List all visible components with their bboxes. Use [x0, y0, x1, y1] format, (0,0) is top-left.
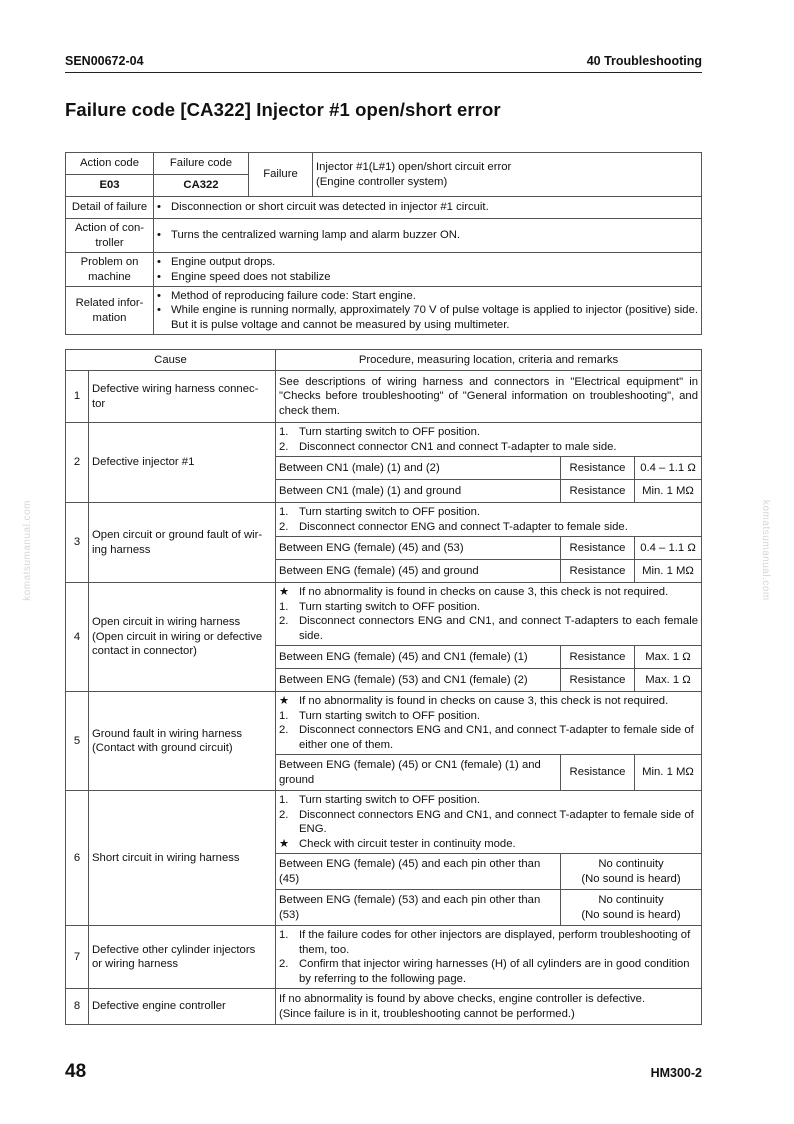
check-value: 0.4 – 1.1 Ω [635, 457, 702, 480]
check-value: Min. 1 MΩ [635, 480, 702, 503]
procedure-steps: ★ If no abnormality is found in checks on cause 3, this check is not required. 1. Turn starting switch to OFF position. 2. Disconnect connectors ENG and CN1, and connect T-adapters to each female side. [276, 583, 702, 646]
procedure-text: See descriptions of wiring harness and connectors in "Electrical equipment" in "Checks before troubleshooting" of "General information on troubleshooting", and check them. [276, 371, 702, 423]
cause-name: Short circuit in wiring harness [89, 791, 276, 926]
cause-row [66, 423, 702, 457]
cause-number: 7 [66, 926, 89, 989]
failure-description [313, 153, 702, 197]
related-info-content: • Method of reproducing failure code: Start engine. • While engine is running normally, approximately 70 V of pulse voltage is applied to injector (positive) side. But it is pulse voltage and cannot be measured by using multimeter. [154, 287, 702, 335]
procedure-text: If no abnormality is found by above checks, engine controller is defective. (Since failure is in it, troubleshooting cannot be performed.) [276, 989, 702, 1025]
procedure-steps: ★ If no abnormality is found in checks on cause 3, this check is not required. 1. Turn starting switch to OFF position. 2. Disconnect connectors ENG and CN1, and connect T-adapter to female side of either one of them. [276, 692, 702, 755]
check-location: Between CN1 (male) (1) and (2) [276, 457, 561, 480]
cause-name: Defective wiring harness connec- tor [89, 371, 276, 423]
cause-name: Ground fault in wiring harness (Contact with ground circuit) [89, 692, 276, 791]
detail-label: Detail of failure [66, 197, 154, 219]
detail-content: • Disconnection or short circuit was detected in injector #1 circuit. [154, 197, 702, 219]
check-location: Between ENG (female) (53) and each pin other than (53) [276, 890, 561, 926]
cause-number: 5 [66, 692, 89, 791]
check-value: Max. 1 Ω [635, 646, 702, 669]
check-value: Min. 1 MΩ [635, 560, 702, 583]
check-item: Resistance [561, 537, 635, 560]
watermark-left: komatsumanual.com [22, 500, 33, 601]
failure-line: Injector #1(L#1) open/short circuit error [316, 161, 512, 173]
check-location: Between ENG (female) (45) and (53) [276, 537, 561, 560]
cause-number: 8 [66, 989, 89, 1025]
problem-content: • Engine output drops. • Engine speed does not stabilize [154, 253, 702, 287]
check-item: Resistance [561, 646, 635, 669]
check-location: Between ENG (female) (45) and ground [276, 560, 561, 583]
action-code-label: Action code [66, 153, 154, 175]
cause-row [66, 371, 702, 423]
page-number: 48 [65, 1061, 87, 1082]
check-item: Resistance [561, 457, 635, 480]
cause-number: 3 [66, 503, 89, 583]
cause-name: Defective engine controller [89, 989, 276, 1025]
page-title: Failure code [CA322] Injector #1 open/short error [65, 99, 501, 120]
failure-label: Failure [249, 153, 313, 197]
check-item: Resistance [561, 755, 635, 791]
action-controller-content: • Turns the centralized warning lamp and alarm buzzer ON. [154, 219, 702, 253]
cause-table [65, 349, 702, 1025]
check-value: 0.4 – 1.1 Ω [635, 537, 702, 560]
cause-row [66, 583, 702, 646]
check-item: Resistance [561, 560, 635, 583]
cause-row [66, 692, 702, 755]
watermark-right: komatsumanual.com [760, 500, 771, 601]
failure-code: CA322 [154, 175, 249, 197]
cause-row [66, 989, 702, 1025]
procedure-steps: 1. Turn starting switch to OFF position. 2. Disconnect connector CN1 and connect T-adapter to male side. [276, 423, 702, 457]
procedure-steps: 1. Turn starting switch to OFF position. 2. Disconnect connectors ENG and CN1, and connect T-adapter to female side of ENG. ★ Check with circuit tester in continuity mode. [276, 791, 702, 854]
action-controller-label: Action of con- troller [66, 219, 154, 253]
cause-row [66, 791, 702, 854]
check-location: Between CN1 (male) (1) and ground [276, 480, 561, 503]
procedure-steps: 1. If the failure codes for other injectors are displayed, perform troubleshooting of them, too. 2. Confirm that injector wiring harnesses (H) of all cylinders are in good condition by referring to the following page. [276, 926, 702, 989]
model-code: HM300-2 [650, 1066, 702, 1080]
check-location: Between ENG (female) (45) and CN1 (female) (1) [276, 646, 561, 669]
cause-number: 6 [66, 791, 89, 926]
section-title: 40 Troubleshooting [586, 54, 702, 68]
check-item: Resistance [561, 669, 635, 692]
cause-row [66, 926, 702, 989]
cause-number: 2 [66, 423, 89, 503]
action-code: E03 [66, 175, 154, 197]
cause-name: Defective other cylinder injectors or wiring harness [89, 926, 276, 989]
failure-info-table [65, 152, 702, 335]
procedure-steps: 1. Turn starting switch to OFF position. 2. Disconnect connector ENG and connect T-adapter to female side. [276, 503, 702, 537]
check-value: Min. 1 MΩ [635, 755, 702, 791]
related-info-label: Related infor- mation [66, 287, 154, 335]
check-value: No continuity (No sound is heard) [561, 854, 702, 890]
cause-header: Cause [66, 350, 276, 371]
check-value: Max. 1 Ω [635, 669, 702, 692]
problem-label: Problem on machine [66, 253, 154, 287]
cause-name: Open circuit or ground fault of wir- ing harness [89, 503, 276, 583]
check-location: Between ENG (female) (45) and each pin other than (45) [276, 854, 561, 890]
doc-id: SEN00672-04 [65, 54, 144, 68]
failure-line: (Engine controller system) [316, 175, 448, 188]
cause-row [66, 503, 702, 537]
check-item: Resistance [561, 480, 635, 503]
procedure-header: Procedure, measuring location, criteria and remarks [276, 350, 702, 371]
failure-code-label: Failure code [154, 153, 249, 175]
cause-number: 4 [66, 583, 89, 692]
cause-name: Defective injector #1 [89, 423, 276, 503]
check-location: Between ENG (female) (53) and CN1 (female) (2) [276, 669, 561, 692]
cause-name: Open circuit in wiring harness (Open circuit in wiring or defective contact in connector) [89, 583, 276, 692]
page-header [65, 52, 702, 73]
cause-number: 1 [66, 371, 89, 423]
check-value: No continuity (No sound is heard) [561, 890, 702, 926]
check-location: Between ENG (female) (45) or CN1 (female) (1) and ground [276, 755, 561, 791]
